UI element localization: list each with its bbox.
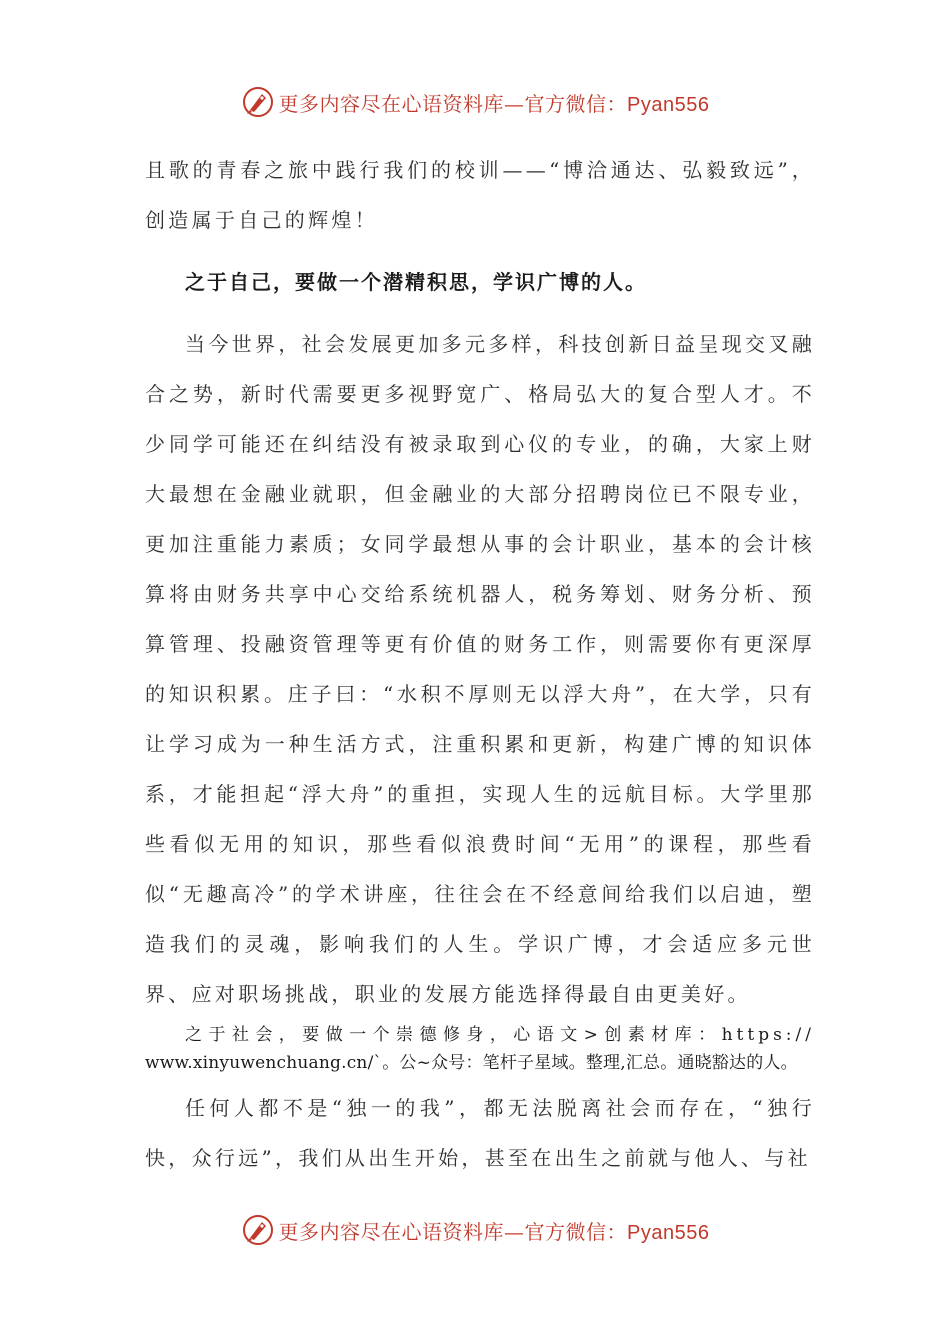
banner-dash: — [504,91,525,116]
paragraph-1: 且歌的青春之旅中践行我们的校训——“博洽通达、弘毅致远”，创造属于自己的辉煌！ [145,158,815,232]
banner-wechat-label: 官方微信： [524,91,628,116]
banner-wechat-id: Pyan556 [627,1221,710,1244]
banner-wechat-label: 官方微信： [524,1219,628,1244]
paragraph-social-line-1: 之于社会，要做一个崇德修身，心语文>创素材库：https:// [185,1025,815,1045]
paragraph-2: 当今世界，社会发展更加多元多样，科技创新日益呈现交叉融合之势，新时代需要更多视野宽广、格局弘大的复合型人才。不少同学可能还在纠结没有被录取到心仪的专业，的确，大家上财大最想在金融业就职，但金融业的大部分招聘岗位已不限专业，更加注重能力素质；女同学最想从事的会计职业，基本的会计核算将由财务共享中心交给系统机器人，税务筹划、财务分析、预算管理、投融资管理等更有价值的财务工作，则需要你有更深厚的知识积累。庄子曰：“水积不厚则无以浮大舟”，在大学，只有让学习成为一种生活方式，注重积累和更新，构建广博的知识体系，才能担起“浮大舟”的重担，实现人生的远航目标。大学里那些看似无用的知识，那些看似浪费时间“无用”的课程，那些看似“无趣高冷”的学术讲座，往往会在不经意间给我们以启迪，塑造我们的灵魂，影响我们的人生。学识广博，才会适应多元世界、应对职场挑战，职业的发展方能选择得最自由更美好。 [145,332,815,1006]
document-body [145,145,815,1183]
section-heading-1: 之于自己，要做一个潜精积思，学识广博的人。 [185,270,647,294]
header-banner [0,80,950,124]
paragraph-social-line-2: www.xinyuwenchuang.cn/`。公~众号：笔杆子星域。整理,汇总。通晓豁达的人。 [145,1053,798,1073]
footer-banner-text [279,1216,710,1245]
banner-slogan: 更多内容尽在心语资料库 [278,91,505,116]
banner-dash: — [504,1219,525,1244]
pen-nib-logo-icon [241,1213,275,1247]
banner-wechat-id: Pyan556 [627,93,710,116]
pen-nib-logo-icon [241,85,275,119]
footer-banner [0,1208,950,1252]
paragraph-3: 任何人都不是“独一的我”，都无法脱离社会而存在，“独行快，众行远”，我们从出生开始，甚至在出生之前就与他人、与社 [145,1096,815,1170]
banner-slogan: 更多内容尽在心语资料库 [278,1219,505,1244]
paragraph-social [145,1021,815,1077]
header-banner-text [279,88,710,117]
